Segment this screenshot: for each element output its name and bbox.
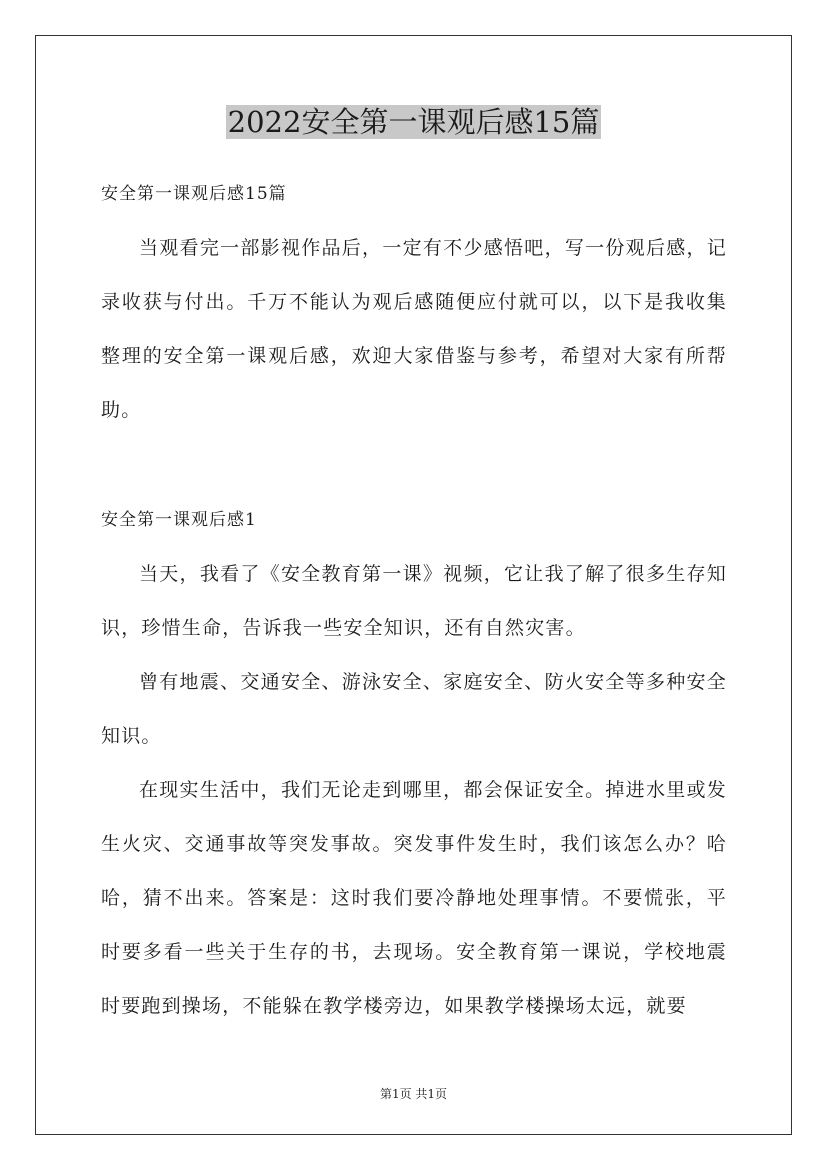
- intro-paragraph: 当观看完一部影视作品后，一定有不少感悟吧，写一份观后感，记录收获与付出。千万不能认为观后感随便应付就可以，以下是我收集整理的安全第一课观后感，欢迎大家借鉴与参考，希望对大家有所帮助。: [101, 237, 727, 421]
- body-paragraph-3: 在现实生活中，我们无论走到哪里，都会保证安全。掉进水里或发生火灾、交通事故等突发事故。突发事件发生时，我们该怎么办？哈哈，猜不出来。答案是：这时我们要冷静地处理事情。不要慌张，平时要多看一些关于生存的书，去现场。安全教育第一课说，学校地震时要跑到操场，不能躲在教学楼旁边，如果教学楼操场太远，就要: [101, 779, 727, 1017]
- document-title: [0, 103, 827, 141]
- body-paragraph-1: 当天，我看了《安全教育第一课》视频，它让我了解了很多生存知识，珍惜生命，告诉我一些安全知识，还有自然灾害。: [101, 563, 727, 639]
- section-heading: 安全第一课观后感1: [101, 510, 257, 530]
- document-title-text: 2022安全第一课观后感15篇: [227, 105, 600, 139]
- page-footer: 第1页 共1页: [379, 1087, 448, 1101]
- body-paragraph-2: 曾有地震、交通安全、游泳安全、家庭安全、防火安全等多种安全知识。: [101, 671, 727, 747]
- document-subtitle: 安全第一课观后感15篇: [101, 184, 287, 204]
